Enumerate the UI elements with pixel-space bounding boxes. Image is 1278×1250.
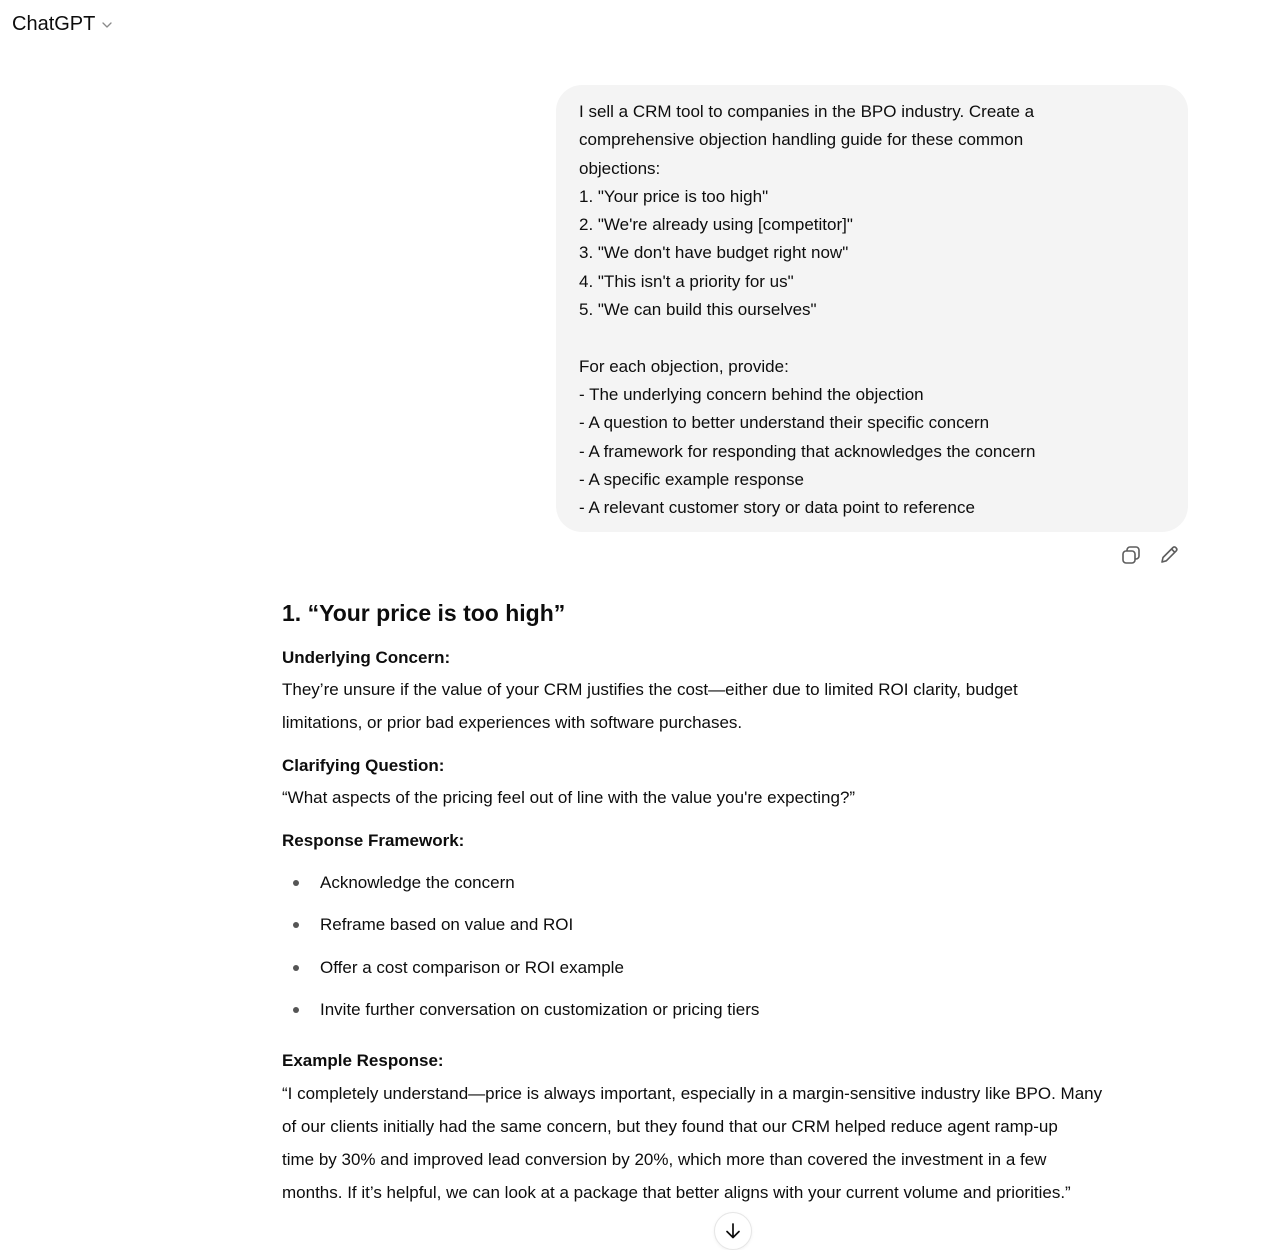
framework-item-text: Offer a cost comparison or ROI example — [320, 958, 624, 977]
model-title: ChatGPT — [12, 13, 96, 35]
example-response-line: of our clients initially had the same concern, but they found that our CRM helped reduce agent ramp-up — [282, 1117, 1058, 1136]
clarifying-question-text: “What aspects of the pricing feel out of line with the value you're expecting?” — [282, 788, 856, 807]
model-selector[interactable] — [12, 10, 113, 38]
assistant-message — [282, 0, 1202, 1242]
framework-item-text: Invite further conversation on customization or pricing tiers — [320, 1000, 760, 1019]
framework-item — [282, 869, 515, 897]
underlying-concern-line: limitations, or prior bad experiences with software purchases. — [282, 713, 743, 732]
example-response-label: Example Response: — [282, 1051, 444, 1070]
framework-item — [282, 996, 759, 1024]
user-message-line: 3. "We don't have budget right now" — [579, 243, 849, 263]
example-response-line: time by 30% and improved lead conversion by 20%, which more than covered the investment in a few — [282, 1150, 1047, 1169]
chevron-down-icon — [101, 19, 113, 31]
user-message-line: I sell a CRM tool to companies in the BPO industry. Create a — [579, 102, 1035, 121]
user-message-line: - The underlying concern behind the objection — [579, 384, 924, 404]
arrow-down-icon — [723, 1221, 743, 1241]
framework-item-text: Acknowledge the concern — [320, 873, 515, 892]
user-message-line: - A framework for responding that acknowledges the concern — [579, 441, 1036, 461]
clarifying-question-label: Clarifying Question: — [282, 756, 445, 775]
user-message-line: - A relevant customer story or data point to reference — [579, 498, 975, 518]
user-message-line: For each objection, provide: — [579, 356, 789, 376]
user-message-line: 5. "We can build this ourselves" — [579, 300, 817, 320]
framework-item-text: Reframe based on value and ROI — [320, 915, 574, 934]
user-message-line: comprehensive objection handling guide for these common — [579, 130, 1024, 150]
user-message-line: 2. "We're already using [competitor]" — [579, 215, 853, 235]
underlying-concern-line: They’re unsure if the value of your CRM justifies the cost—either due to limited ROI clarity, budget — [282, 680, 1018, 699]
user-message-line: - A specific example response — [579, 469, 804, 489]
user-message-line: - A question to better understand their specific concern — [579, 413, 990, 433]
response-framework-label: Response Framework: — [282, 831, 465, 850]
user-message-line: objections: — [579, 158, 661, 178]
bullet-icon — [293, 922, 299, 928]
bullet-icon — [293, 880, 299, 886]
bullet-icon — [293, 965, 299, 971]
underlying-concern-label: Underlying Concern: — [282, 648, 451, 667]
framework-item — [282, 954, 624, 982]
user-message-line: 4. "This isn't a priority for us" — [579, 271, 794, 291]
objection-heading: 1. “Your price is too high” — [282, 600, 566, 626]
example-response-line: months. If it’s helpful, we can look at a package that better aligns with your current volume and priorities.” — [282, 1183, 1071, 1202]
bullet-icon — [293, 1007, 299, 1013]
framework-item — [282, 911, 573, 939]
example-response-line: “I completely understand—price is always important, especially in a margin-sensitive industry like BPO. Many — [282, 1084, 1103, 1103]
scroll-to-bottom-button[interactable] — [714, 1212, 752, 1250]
user-message-line: 1. "Your price is too high" — [579, 186, 769, 206]
